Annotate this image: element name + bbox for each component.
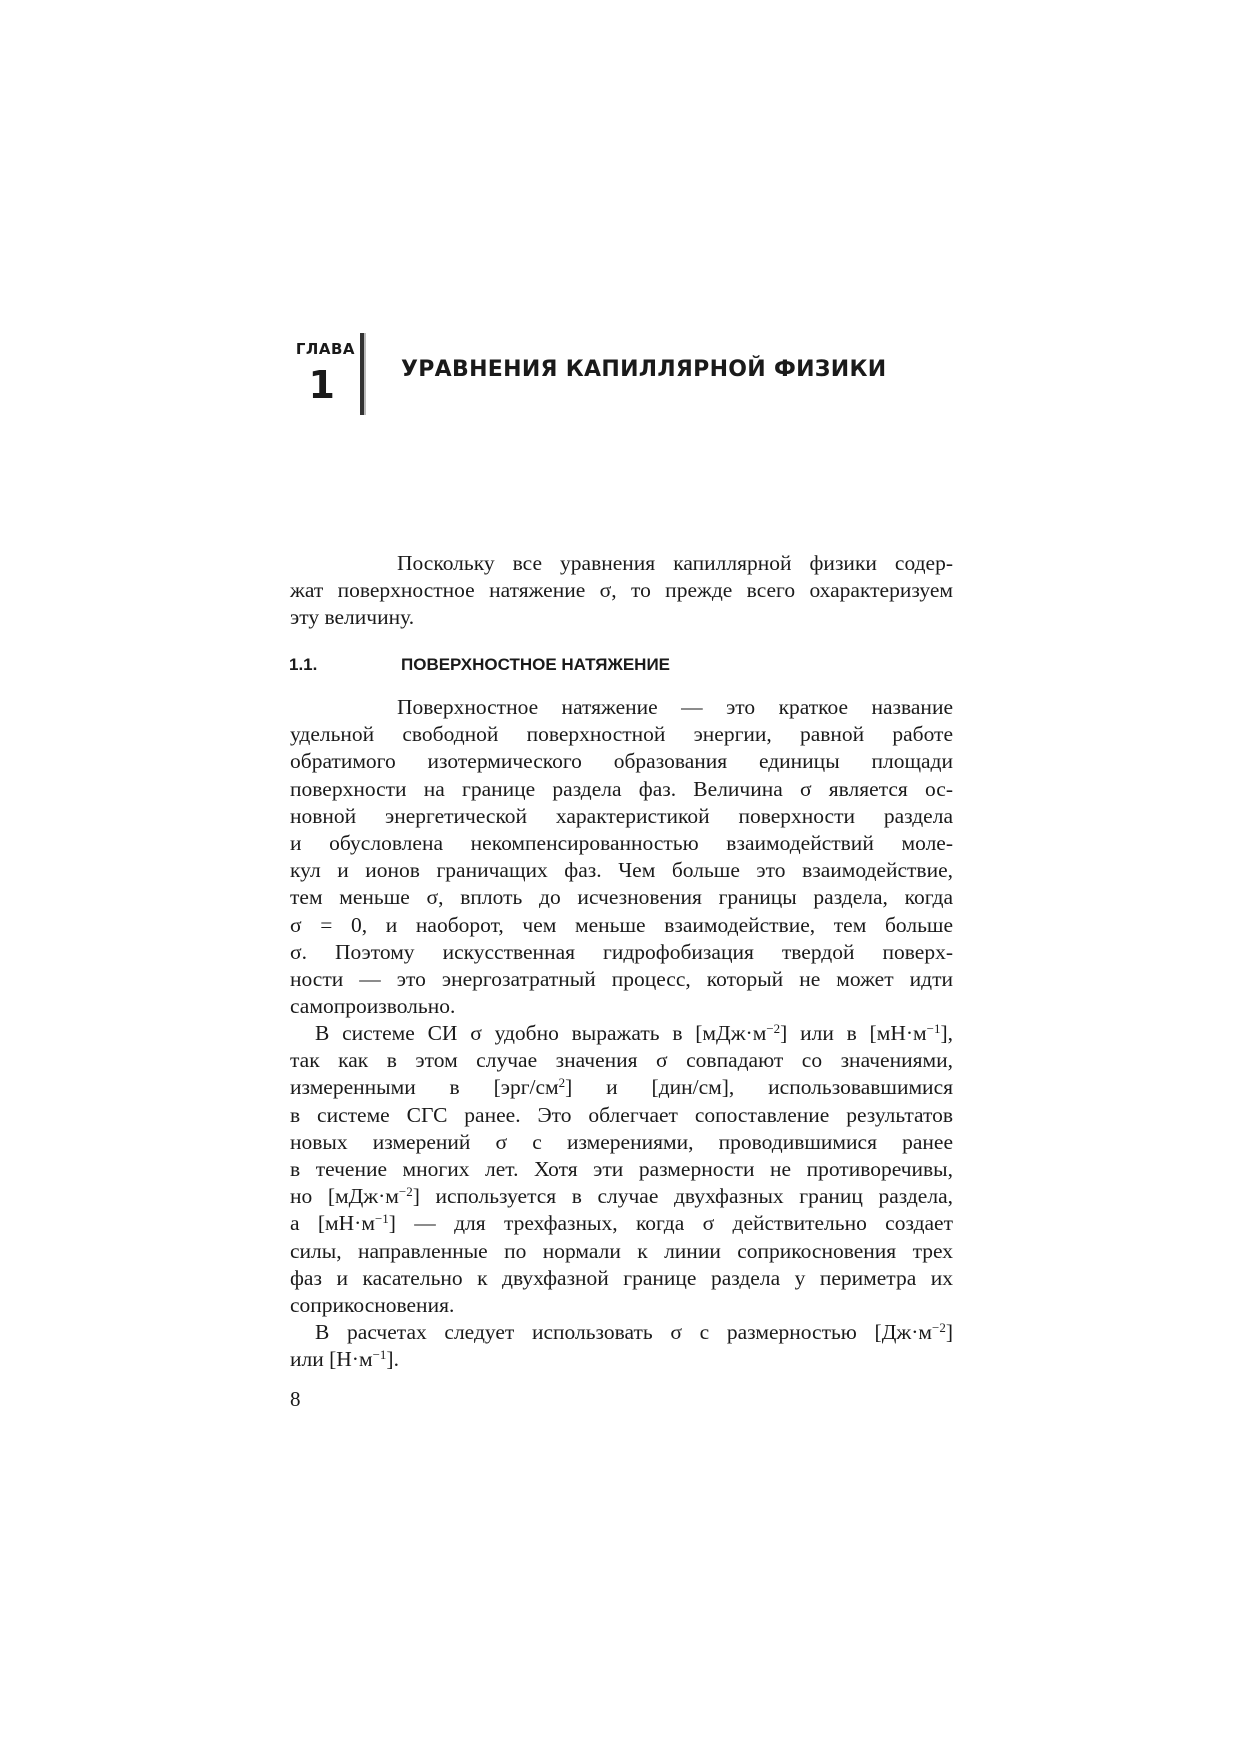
text-line: удельной свободной поверхностной энергии, равной работе <box>290 722 953 747</box>
text-run: но [мДж·м <box>290 1184 399 1209</box>
text-line <box>290 1346 953 1373</box>
text-run: или [Н·м <box>290 1347 373 1372</box>
text-line: в течение многих лет. Хотя эти размерности не противоречивы, <box>290 1156 953 1181</box>
text-line <box>290 1020 953 1047</box>
text-run: ] используется в случае двухфазных границ раздела, <box>412 1184 953 1209</box>
text-run: измеренными в [эрг/см <box>290 1075 559 1100</box>
text-line: в системе СГС ранее. Это облегчает сопоставление результатов <box>290 1102 953 1127</box>
text-line: новной энергетической характеристикой поверхности раздела <box>290 803 953 828</box>
text-run: ], <box>940 1021 954 1045</box>
text-line: фаз и касательно к двухфазной границе раздела у периметра их <box>290 1265 953 1290</box>
text-line: силы, направленные по нормали к линии соприкосновения трех <box>290 1238 953 1263</box>
text-line: кул и ионов граничащих фаз. Чем больше это взаимодействие, <box>290 858 953 883</box>
paragraph-surface-tension-definition <box>290 694 953 1020</box>
intro-paragraph <box>290 550 953 632</box>
text-run: ] <box>945 1320 953 1344</box>
paragraph-calculation-units <box>290 1319 953 1373</box>
paragraph-si-units <box>290 1020 953 1319</box>
text-line <box>290 1183 953 1210</box>
text-line: поверхности на границе раздела фаз. Величина σ является ос- <box>290 776 953 801</box>
text-line: новых измерений σ с измерениями, проводившимися ранее <box>290 1129 953 1154</box>
text-line: σ = 0, и наоборот, чем меньше взаимодействие, тем больше <box>290 912 953 937</box>
text-line: Поскольку все уравнения капиллярной физики содер- <box>397 551 953 575</box>
superscript: −2 <box>766 1021 781 1036</box>
chapter-title: УРАВНЕНИЯ КАПИЛЛЯРНОЙ ФИЗИКИ <box>401 357 887 382</box>
page-number: 8 <box>290 1387 301 1411</box>
text-line: самопроизвольно. <box>290 994 456 1019</box>
chapter-divider <box>360 333 366 415</box>
superscript: −1 <box>926 1021 941 1036</box>
text-line: Поверхностное натяжение — это краткое название <box>397 695 953 719</box>
text-run: ]. <box>386 1347 399 1372</box>
text-run: ] — для трехфазных, когда σ действительно создает <box>388 1211 953 1236</box>
text-line: и обусловлена некомпенсированностью взаимодействий моле- <box>290 830 953 855</box>
text-line: σ. Поэтому искусственная гидрофобизация твердой поверх- <box>290 939 953 964</box>
text-line: соприкосновения. <box>290 1292 455 1317</box>
text-line <box>290 1319 953 1346</box>
superscript: −2 <box>931 1320 946 1335</box>
text-run: а [мН·м <box>290 1211 375 1236</box>
section-title: ПОВЕРХНОСТНОЕ НАТЯЖЕНИЕ <box>401 655 671 674</box>
chapter-label: ГЛАВА <box>295 340 355 358</box>
text-line: жат поверхностное натяжение σ, то прежде всего охарактеризуем <box>290 578 953 603</box>
superscript: −1 <box>372 1347 387 1363</box>
text-run: ] и [дин/см], использовавшимися <box>565 1075 953 1100</box>
section-number: 1.1. <box>289 655 318 674</box>
text-run: В расчетах следует использовать σ с размерностью [Дж·м <box>315 1320 932 1344</box>
text-line: эту величину. <box>290 605 415 630</box>
text-line <box>290 1074 953 1101</box>
text-line: обратимого изотермического образования единицы площади <box>290 749 953 774</box>
text-line: тем меньше σ, вплоть до исчезновения границы раздела, когда <box>290 885 953 910</box>
text-run: ] или в [мН·м <box>780 1021 927 1045</box>
superscript: 2 <box>558 1075 566 1091</box>
text-line <box>290 1210 953 1237</box>
superscript: −1 <box>374 1211 389 1227</box>
text-run: В системе СИ σ удобно выражать в [мДж·м <box>315 1021 767 1045</box>
text-line: ности — это энергозатратный процесс, который не может идти <box>290 966 953 991</box>
chapter-number: 1 <box>308 363 335 407</box>
text-line: так как в этом случае значения σ совпадают со значениями, <box>290 1048 953 1073</box>
superscript: −2 <box>398 1184 413 1200</box>
